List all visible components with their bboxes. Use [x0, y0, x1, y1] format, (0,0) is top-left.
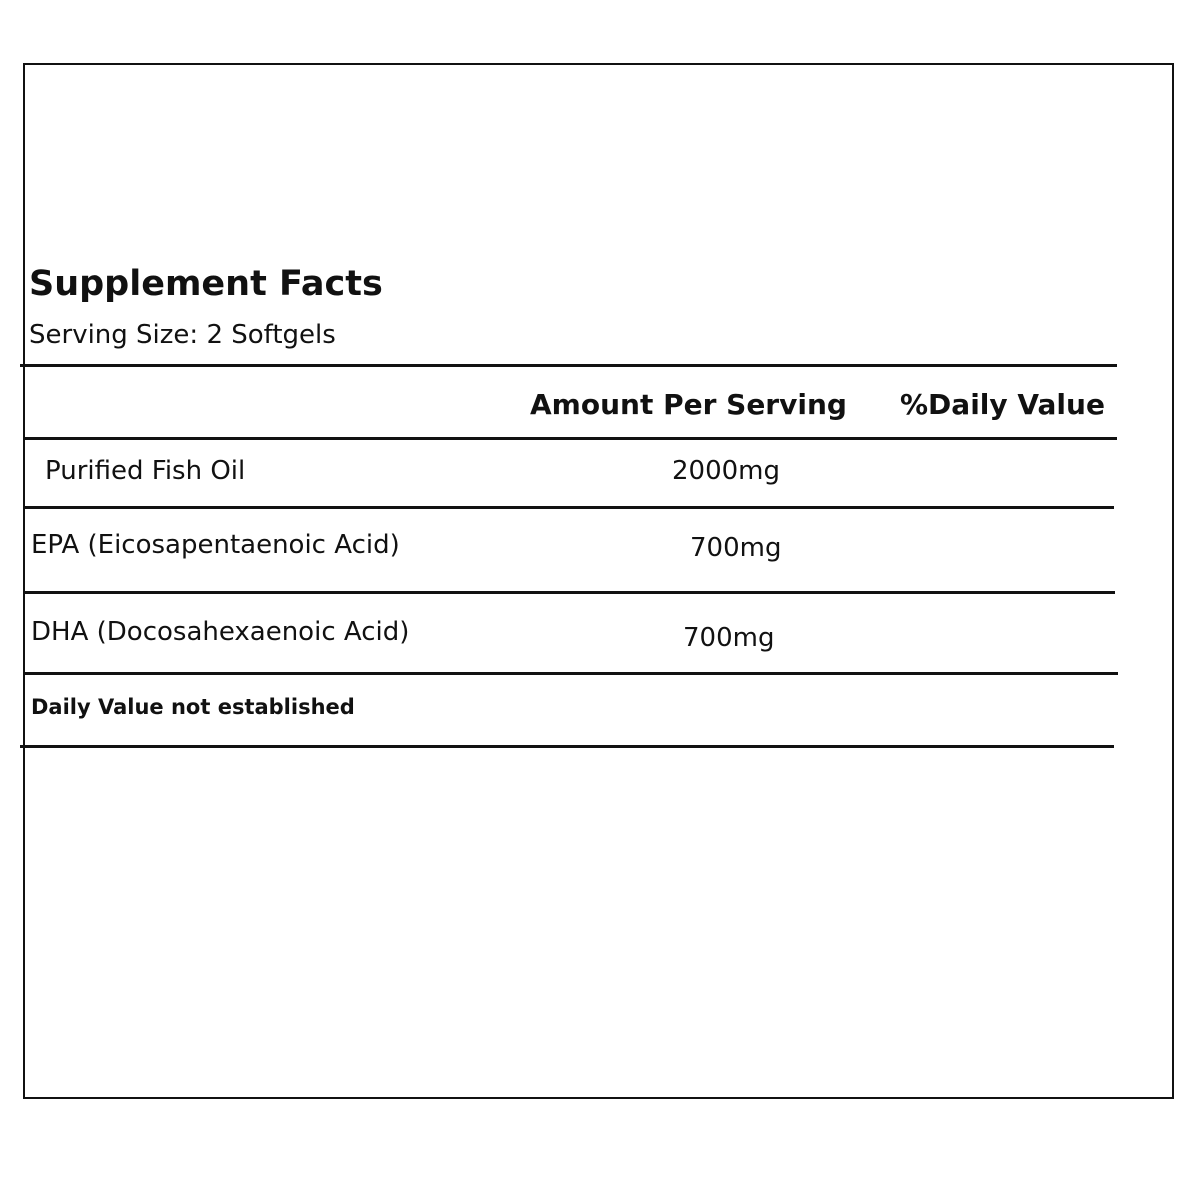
row-amount-fish-oil: 2000mg	[672, 456, 780, 486]
header-daily-value: %Daily Value	[900, 388, 1105, 421]
rule-bottom	[20, 745, 1114, 748]
header-amount-per-serving: Amount Per Serving	[530, 388, 847, 421]
rule-header	[23, 437, 1117, 440]
rule-row-3	[23, 672, 1118, 675]
row-name-fish-oil: Purified Fish Oil	[45, 456, 246, 486]
rule-row-1	[23, 506, 1114, 509]
serving-size: Serving Size: 2 Softgels	[29, 320, 336, 350]
row-name-dha: DHA (Docosahexaenoic Acid)	[31, 617, 410, 647]
label-border	[23, 63, 1174, 1099]
rule-row-2	[23, 591, 1115, 594]
rule-top	[20, 364, 1117, 367]
row-amount-dha: 700mg	[683, 623, 775, 653]
row-name-epa: EPA (Eicosapentaenoic Acid)	[31, 530, 400, 560]
footnote: Daily Value not established	[31, 695, 355, 719]
row-amount-epa: 700mg	[690, 533, 782, 563]
panel-title: Supplement Facts	[29, 264, 383, 304]
